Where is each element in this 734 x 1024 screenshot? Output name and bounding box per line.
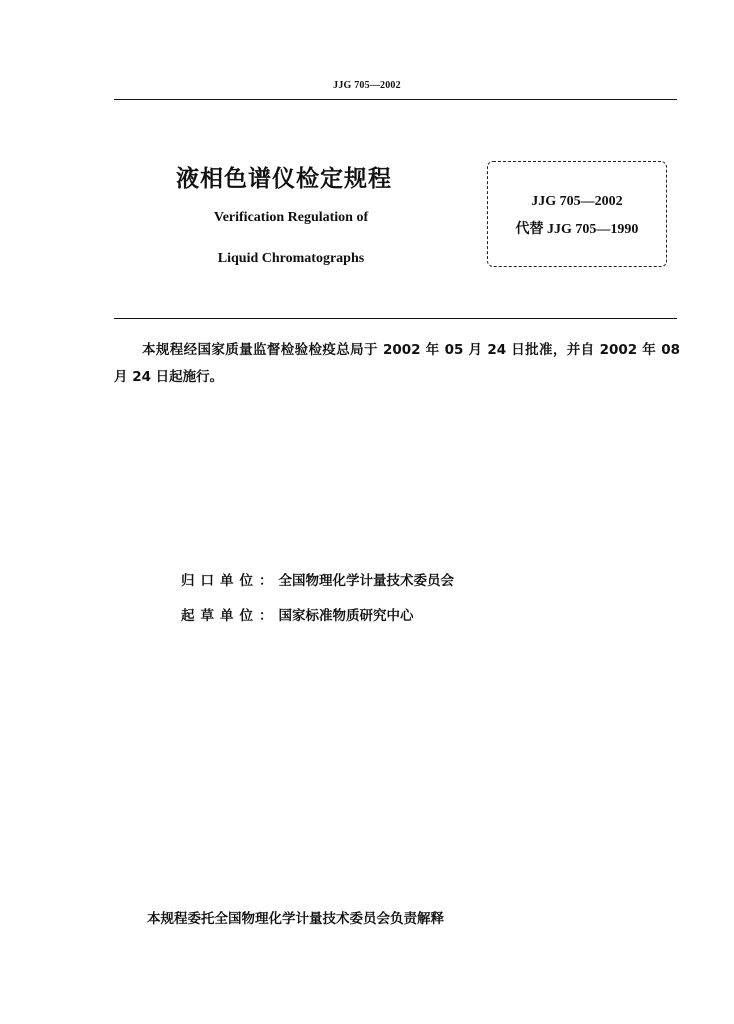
header-standard-code: JJG 705—2002 bbox=[333, 80, 401, 91]
drafting-unit-value: 国家标准物质研究中心 bbox=[278, 608, 414, 624]
standard-code: JJG 705—2002 bbox=[531, 194, 623, 209]
document-title-chinese: 液相色谱仪检定规程 bbox=[176, 166, 392, 192]
top-divider bbox=[114, 99, 677, 100]
interpretation-note: 本规程委托全国物理化学计量技术委员会负责解释 bbox=[147, 911, 444, 927]
drafting-unit-label: 起草单位： bbox=[181, 608, 279, 624]
drafting-unit-row bbox=[181, 604, 414, 624]
standard-code-box bbox=[487, 161, 667, 267]
replaced-standard-code: 代替 JJG 705—1990 bbox=[515, 222, 639, 237]
approval-statement: 本规程经国家质量监督检验检疫总局于 2002 年 05 月 24 日批准，并自 2002 年 08 月 24 日起施行。 bbox=[114, 342, 680, 385]
document-title-english-line-2: Liquid Chromatographs bbox=[217, 251, 365, 266]
responsible-unit-label: 归口单位： bbox=[181, 573, 279, 589]
middle-divider bbox=[114, 318, 677, 319]
document-title-english-line-1: Verification Regulation of bbox=[213, 210, 369, 225]
responsible-unit-value: 全国物理化学计量技术委员会 bbox=[278, 573, 454, 589]
responsible-unit-row bbox=[181, 569, 454, 589]
